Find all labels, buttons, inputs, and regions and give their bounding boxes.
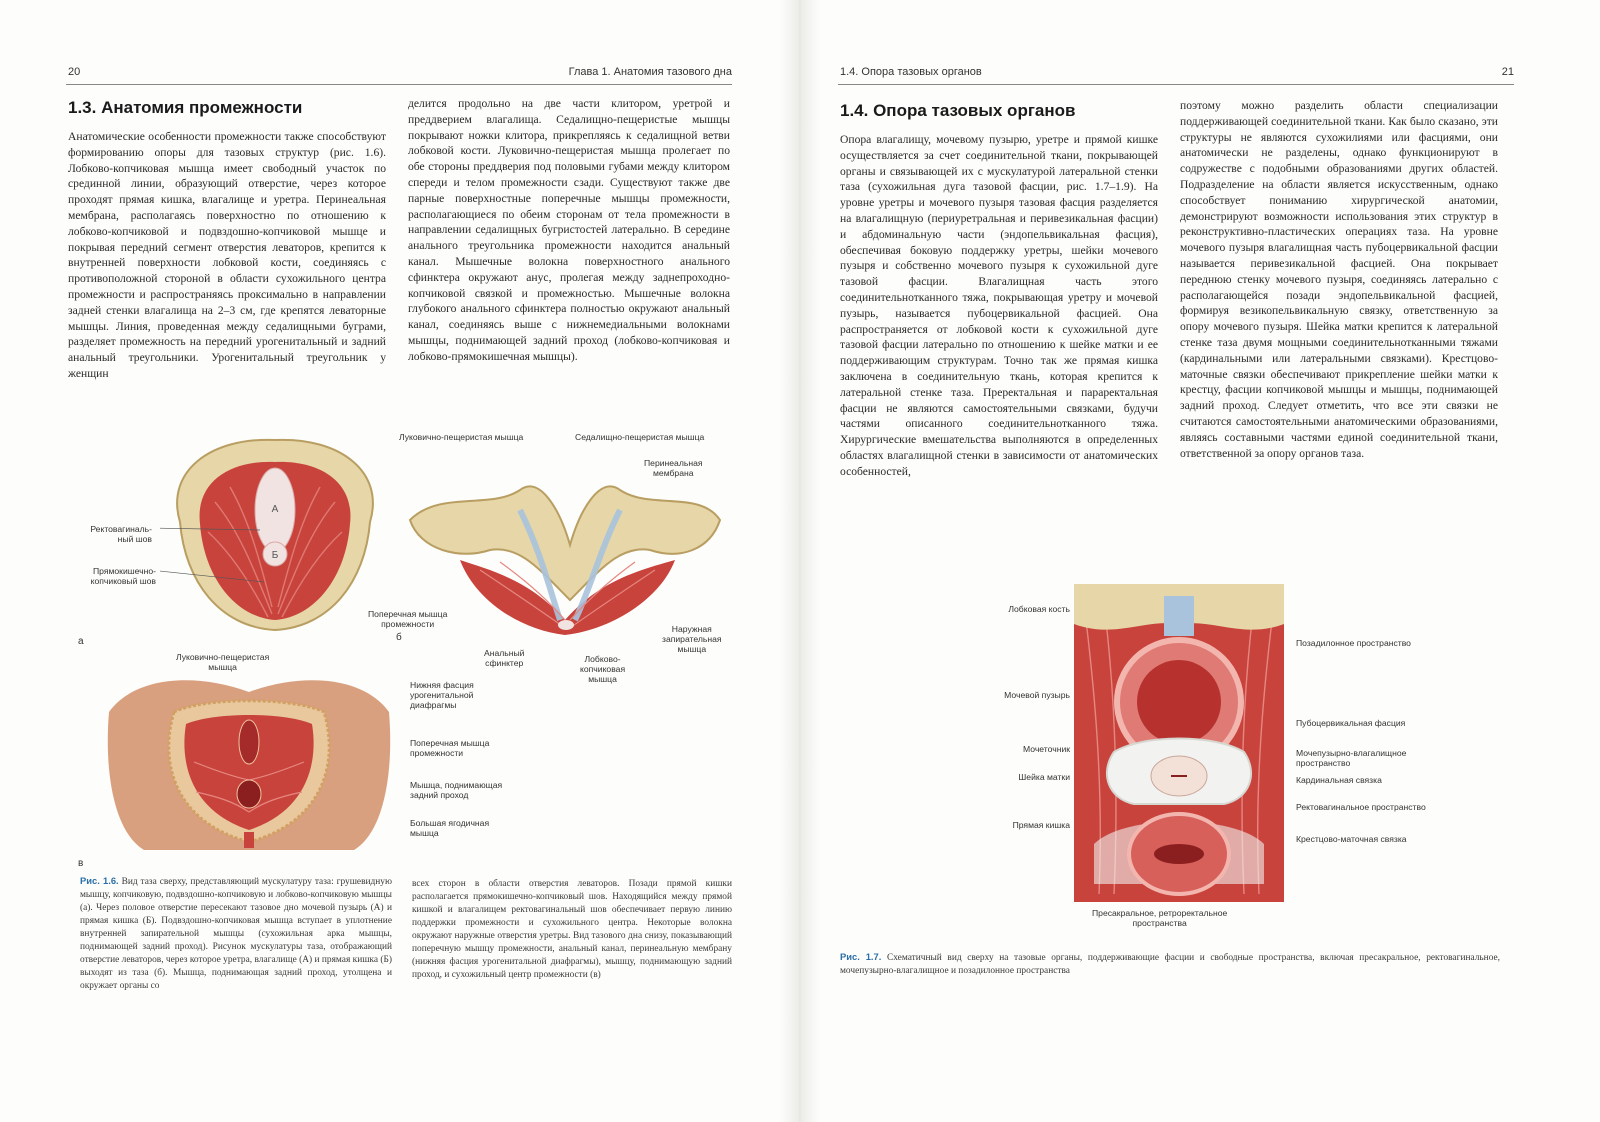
label-cervix: Шейка матки — [1018, 772, 1070, 782]
right-body-col2: поэтому можно разделить области специализации поддерживающей соединительной ткани. Как было сказано, эти структуры не являются сухожилиями или фасциями, они анатомически не разделены, однако функционируют в содружестве с подобными образованиями других областей. Подразделение на области является искусственным, однако способствует пониманию хирургической анатомии, демонстрируют возможности использования этих структур в реконструктивно-пластических операциях таза. На уровне мочевого пузыря влагалищная часть пубоцервикальной фасции называется перивезикальной фасцией. Она покрывает переднюю стенку мочевого пузыря, соединяясь латерально с располагающейся позади эндопельвикальной фасцией, формируя везикопельвикальную связку, ответственную за опору мочевого пузыря. Шейка матки крепится к латеральной стенке таза двумя мощными соединительнотканными тяжами (кардинальными или латеральными связками). Крестцово-маточные связки обеспечивают прикрепление шейки матки к крестцу, фасции копчиковой мышцы и мышцы, поднимающей задний проход. Следует отметить, что все эти связки не считаются самостоятельными анатомическими образованиями, являясь составными частями единой соединительной ткани, ответственной за опору органов таза. — [1180, 99, 1498, 460]
marker-A: А — [271, 504, 279, 515]
right-body-col1: Опора влагалищу, мочевому пузырю, уретре и прямой кишке осуществляется за счет соединительной ткани, покрывающей органы и связывающей их с мускулатурой латеральной стенки таза (сухожильная дуга тазовой фасции, рис. 1.7–1.9). На уровне уретры и мочевого пузыря тазовая фасция разделяется на влагалищную (периуретральная и перивезикальная фасции) и абдоминальную части (эндопельвикальная фасция), обеспечивая боковую поддержку уретры, шейки мочевого пузыря и собственно мочевого пузыря к сухожильной дуге тазовой фасции. Влагалищная часть этого соединительнотканного тяжа, покрывающая уретру и мочевой пузырь, называется пубоцервикальной фасцией. Она распространяется от лобковой кости к сухожильной дуге тазовой фасции латерально по отношению к шейке матки и ее поддерживающим структурам. Точно так же прямая кишка заключена в соединительную ткань, которая крепится к латеральной стенке таза. Преректальная и параректальная фасции не являются самостоятельными связками, будучи частями описанного соединительнотканного тяжа. Хирургические вмешательства выполняются в определенных областях влагалищной стенки в зависимости от анатомических особенностей, — [840, 133, 1158, 478]
figure-1-6a-pelvis-top-view — [160, 432, 390, 632]
figure-1-7-caption-text: Схематичный вид сверху на тазовые органы, поддерживающие фасции и свободные пространства, включая пресакральное, ректовагинальное, мочепузырно-влагалищное и позадилонное пространства — [840, 953, 1500, 976]
left-page — [0, 0, 780, 1122]
left-page-number: 20 — [68, 66, 81, 78]
figure-1-6c-perineum-below — [104, 672, 394, 852]
figure-1-6-caption-col2: всех сторон в области отверстия леваторов. Позади прямой кишки располагается прямокишечно-копчиковый шов. Находящийся между прямой кишкой и влагалищем ректовагинальный шов обеспечивает первую линию поддержки промежности и сухожильного центра. Некоторые волокна окружают наружные отверстия уретры. Вид тазового дна снизу, показывающий поперечную мышцу промежности, анальный канал, перинеальную мембрану (нижняя фасция урогенитальной диафрагмы), мышцу, поднимающую задний проход, и сухожильный центр промежности (в) — [412, 879, 732, 980]
section-title: 1.3. Анатомия промежности — [68, 98, 303, 117]
figure-1-6-caption-col1 — [80, 874, 392, 993]
label-rectovaginal-raphe: Ректовагиналь- ный шов — [90, 524, 152, 544]
label-rectum: Прямая кишка — [1012, 820, 1070, 830]
label-bulbospongiosus-c: Луковично-пещеристая мышца — [176, 652, 270, 672]
figure-1-6b-pelvic-muscles — [400, 450, 730, 640]
left-body-col1: Анатомические особенности промежности также способствуют формированию опоры для тазовых структур (рис. 1.6). Лобково-копчиковая мышца имеет свободный участок по срединной линии, образующий отверстие, через которое проходят прямая кишка, влагалище и уретра. Перинеальная мембрана, располагаясь поверхностно по отношению к лобково-копчиковой и подвздошно-копчиковой мышце и покрывая передний сегмент отверстия леваторов, крепится к внутренней поверхности лобковой кости, соединяясь с противоположной стороной в области сухожильного центра промежности и распространяясь проксимально в направлении задней стенки влагалища на 2–3 см, где крепятся леваторные мышцы. Линия, проведенная между седалищными буграми, разделяет промежность на передний урогенитальный и задний анальный треугольники. Урогенитальный треугольник у женщин — [68, 130, 386, 380]
label-external-obturator: Наружная запирательная мышца — [662, 624, 722, 654]
label-anococcygeal-raphe: Прямокишечно- копчиковый шов — [90, 566, 156, 586]
label-transverse-perineal-c: Поперечная мышца промежности — [410, 738, 490, 758]
subfig-v-label: в — [78, 858, 84, 869]
figure-1-7-pelvic-organs — [1074, 584, 1284, 902]
header-rule — [66, 84, 732, 85]
label-ureter: Мочеточник — [1022, 744, 1070, 754]
label-vesicovaginal-space: Мочепузырно-влагалищное пространство — [1296, 748, 1407, 768]
label-uterosacral-ligament: Крестцово-маточная связка — [1296, 834, 1407, 844]
label-bladder: Мочевой пузырь — [1004, 690, 1070, 700]
label-ischiocavernosus-top: Седалищно-пещеристая мышца — [575, 432, 705, 442]
header-rule-right — [838, 84, 1514, 85]
label-perineal-membrane: Перинеальная мембрана — [644, 458, 703, 478]
label-rectovaginal-space: Ректовагинальное пространство — [1296, 802, 1426, 812]
right-page-number: 21 — [1501, 66, 1514, 78]
label-gluteus-maximus: Большая ягодичная мышца — [410, 818, 490, 838]
label-pubococcygeus: Лобково- копчиковая мышца — [580, 654, 626, 684]
right-running-head: 1.4. Опора тазовых органов — [840, 66, 982, 78]
label-pubocervical-fascia: Пубоцервикальная фасция — [1296, 718, 1406, 728]
label-cardinal-ligament: Кардинальная связка — [1296, 775, 1382, 785]
label-inferior-fascia: Нижняя фасция урогенитальной диафрагмы — [410, 680, 474, 710]
figure-1-7-caption — [840, 950, 1500, 978]
label-pubic-bone: Лобковая кость — [1008, 604, 1070, 614]
right-page — [820, 0, 1600, 1122]
left-running-head: Глава 1. Анатомия тазового дна — [568, 66, 732, 78]
figure-1-6-caption-text: Вид таза сверху, представляющий мускулатуру таза: грушевидную мышцу, копчиковую, подвздошно-копчиковую и лобково-копчиковую мышцы (а). Через половое отверстие пересекают тазовое дно мочевой пузырь (А) и прямая кишка (Б). Подвздошно-копчиковая мышца вступает в уплотнение внутренней запирательной мышцы (сухожильная арка мышцы, поднимающей задний проход). Рисунок мускулатуры таза, отображающий отверстие леваторов, через которое уретра, влагалище (А) и прямая кишка (Б) выходят из таза (б). Мышца, поднимающая задний проход, утолщена и окружает органы со — [80, 877, 392, 991]
label-bulbospongiosus-top: Луковично-пещеристая мышца — [399, 432, 524, 442]
book-gutter — [780, 0, 820, 1122]
section-title-right: 1.4. Опора тазовых органов — [840, 101, 1076, 120]
label-presacral-space: Пресакральное, ретроректальное пространства — [1092, 908, 1228, 928]
label-anal-sphincter: Анальный сфинктер — [484, 648, 525, 668]
label-transverse-perineal-b: Поперечная мышца промежности — [368, 609, 448, 629]
label-levator-ani: Мышца, поднимающая задний проход — [410, 780, 503, 800]
label-retropubic-space: Позадилонное пространство — [1296, 638, 1411, 648]
marker-B: Б — [271, 550, 279, 561]
figure-1-7-caption-label: Рис. 1.7. — [840, 951, 882, 962]
figure-1-6-caption-label: Рис. 1.6. — [80, 875, 119, 886]
subfig-a-label: а — [78, 636, 84, 647]
subfig-b-label: б — [396, 632, 402, 643]
left-body-col2: делится продольно на две части клитором, уретрой и преддверием влагалища. Седалищно-пещеристые мышцы покрывают ножки клитора, прикрепляясь к седалищной ветви лобковой кости. Луковично-пещеристая мышца пролегает по обе стороны преддверия под половыми губами между клитором спереди и телом промежности сзади. Существуют также две парные поверхностные поперечные мышцы промежности, располагающиеся по обеим сторонам от тела промежности в направлении седалищных бугристостей латерально. В середине анального треугольника промежности находится анальный канал. Мышечные волокна поверхностного анального сфинктера окружают анус, пролегая между заднепроходно-копчиковой связкой и промежностью. Мышечные волокна глубокого анального сфинктера полностью окружают анальный канал, соединяясь выше с нижнемедиальными волокнами мышцы, поднимающей задний проход (лобково-копчиковая и лобково-прямокишечная мышцы). — [408, 97, 730, 363]
